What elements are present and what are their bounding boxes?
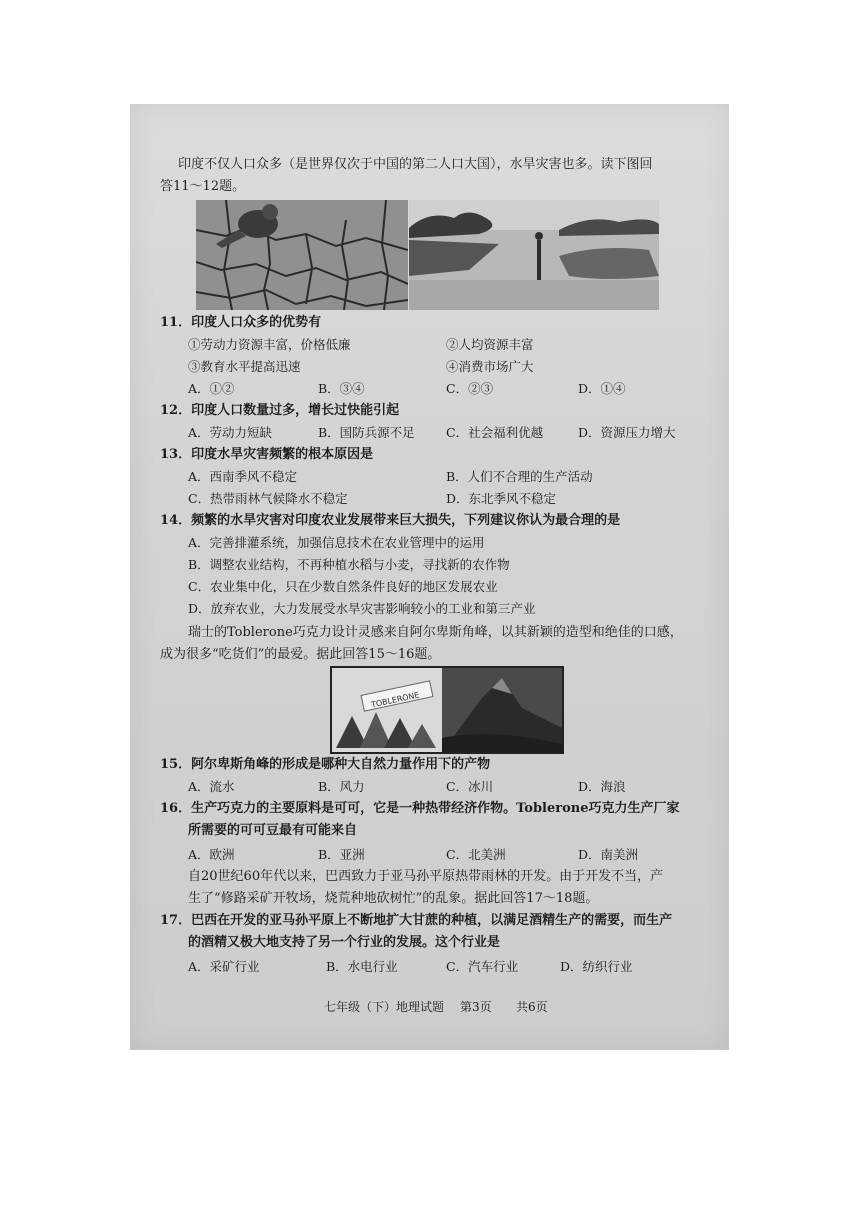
intro-15-16-line1: 瑞士的Toblerone巧克力设计灵感来自阿尔卑斯角峰，以其新颖的造型和绝佳的口感， <box>188 625 683 640</box>
q15-option-d: D．海浪 <box>578 779 626 794</box>
q14-option-d: D．放弃农业，大力发展受水旱灾害影响较小的工业和第三产业 <box>188 601 536 616</box>
question-16-stem-line2: 所需要的可可豆最有可能来自 <box>188 823 358 838</box>
q11-option-d: D．①④ <box>578 381 626 396</box>
q14-option-c: C．农业集中化，只在少数自然条件良好的地区发展农业 <box>188 579 498 594</box>
q11-statement-2: ②人均资源丰富 <box>446 337 534 352</box>
q16-option-b: B．亚洲 <box>318 847 365 862</box>
q16-option-a: A．欧洲 <box>188 847 235 862</box>
q11-statement-4: ④消费市场广大 <box>446 359 534 374</box>
q11-option-a: A．①② <box>188 381 235 396</box>
question-11-stem: 11．印度人口众多的优势有 <box>160 315 322 330</box>
drought-cracked-earth-photo <box>196 200 408 310</box>
q12-option-a: A．劳动力短缺 <box>188 425 273 440</box>
scanned-exam-page <box>130 104 729 1050</box>
q16-option-c: C．北美洲 <box>446 847 506 862</box>
q15-option-c: C．冰川 <box>446 779 494 794</box>
q11-option-c: C．②③ <box>446 381 494 396</box>
q14-option-b: B．调整农业结构，不再种植水稻与小麦，寻找新的农作物 <box>188 557 510 572</box>
intro-15-16-line2: 成为很多“吃货们”的最爱。据此回答15～16题。 <box>160 647 441 662</box>
q17-option-c: C．汽车行业 <box>446 959 519 974</box>
question-13-stem: 13．印度水旱灾害频繁的根本原因是 <box>160 447 374 462</box>
q17-option-d: D．纺织行业 <box>560 959 633 974</box>
footer-title: 七年级（下）地理试题 <box>324 1000 445 1014</box>
q13-option-b: B．人们不合理的生产活动 <box>446 469 593 484</box>
question-12-stem: 12．印度人口数量过多，增长过快能引起 <box>160 403 400 418</box>
flood-photo <box>409 200 659 310</box>
question-17-stem-line2: 的酒精又极大地支持了另一个行业的发展。这个行业是 <box>188 935 501 950</box>
intro-17-18-line2: 生了“修路采矿开牧场，烧荒种地砍树忙”的乱象。据此回答17～18题。 <box>188 891 599 906</box>
intro-17-18-line1: 自20世纪60年代以来，巴西致力于亚马孙平原热带雨林的开发。由于开发不当，产 <box>188 869 664 884</box>
q12-option-d: D．资源压力增大 <box>578 425 676 440</box>
intro-11-12-line2: 答11～12题。 <box>160 179 246 194</box>
q15-option-b: B．风力 <box>318 779 365 794</box>
toblerone-and-peak-photos <box>330 666 564 754</box>
toblerone-logo-text: TOBLERONE <box>370 690 421 710</box>
q15-option-a: A．流水 <box>188 779 235 794</box>
q11-option-b: B．③④ <box>318 381 365 396</box>
q14-option-a: A．完善排灌系统，加强信息技术在农业管理中的运用 <box>188 535 485 550</box>
q13-option-c: C．热带雨林气候降水不稳定 <box>188 491 348 506</box>
q11-statement-1: ①劳动力资源丰富，价格低廉 <box>188 337 351 352</box>
q13-option-a: A．西南季风不稳定 <box>188 469 298 484</box>
q13-option-d: D．东北季风不稳定 <box>446 491 557 506</box>
q11-statement-3: ③教育水平提高迅速 <box>188 359 301 374</box>
question-16-stem-line1: 16．生产巧克力的主要原料是可可，它是一种热带经济作物。Toblerone巧克力生产厂家 <box>160 801 680 816</box>
question-14-stem: 14．频繁的水旱灾害对印度农业发展带来巨大损失，下列建议你认为最合理的是 <box>160 513 621 528</box>
footer-page: 第3页 <box>460 1000 492 1014</box>
intro-11-12-line1: 印度不仅人口众多（是世界仅次于中国的第二人口大国），水旱灾害也多。读下图回 <box>178 157 653 172</box>
q17-option-b: B．水电行业 <box>326 959 398 974</box>
q12-option-c: C．社会福利优越 <box>446 425 544 440</box>
question-15-stem: 15．阿尔卑斯角峰的形成是哪种大自然力量作用下的产物 <box>160 757 491 772</box>
footer-total: 共6页 <box>516 1000 548 1014</box>
question-17-stem-line1: 17．巴西在开发的亚马孙平原上不断地扩大甘蔗的种植，以满足酒精生产的需要，而生产 <box>160 913 673 928</box>
q12-option-b: B．国防兵源不足 <box>318 425 415 440</box>
q17-option-a: A．采矿行业 <box>188 959 260 974</box>
q16-option-d: D．南美洲 <box>578 847 639 862</box>
